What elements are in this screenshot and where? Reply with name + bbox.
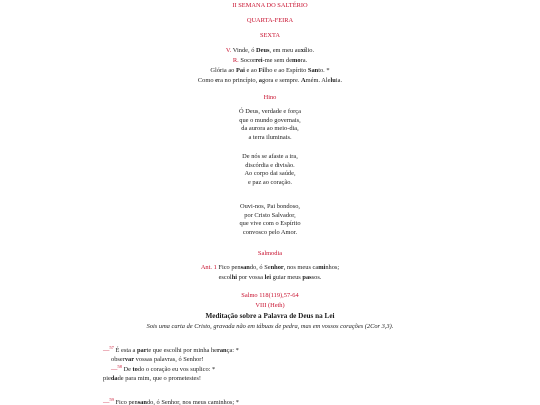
- hymn-title: Hino: [263, 94, 277, 101]
- psalmody-title: Salmodia: [257, 250, 283, 257]
- psalm-heading: Meditação sobre a Palavra de Deus na Lei: [205, 312, 335, 320]
- hymn-stanza-2: De nós se afaste a ira, discórdia e divisão. Ao corpo dai saúde, e paz ao coração.: [242, 153, 298, 186]
- antiphon-label: Ant. 1: [200, 264, 217, 271]
- verse-number: 58: [117, 363, 122, 369]
- antiphon-line-2: escolhi por vossa lei guiar meus passos.: [218, 274, 322, 281]
- response-line: R. Socorrei-me sem demora.: [232, 57, 308, 64]
- psalm-section: VIII (Heth): [255, 302, 285, 309]
- antiphon-line-1: Ant. 1 Fico pensando, ó Senhor, nos meus caminhos;: [200, 264, 340, 271]
- verse-number: 59: [109, 396, 114, 402]
- psalm-verse-57: —$^{57}$ É esta a parte que escolhi por minha herança: * observar vossas palavras, ó Senhor!: [103, 344, 239, 363]
- gloria-line-2: Como era no princípio, agora e sempre. Amém. Aleluia.: [197, 77, 343, 84]
- gloria-line-1: Glória ao Pai e ao Filho e ao Espírito Santo. *: [210, 67, 330, 74]
- versicle-mark: V.: [225, 47, 232, 54]
- week-heading: II SEMANA DO SALTÉRIO: [232, 2, 308, 9]
- psalm-reference: Salmo 118(119),57-64: [241, 292, 299, 299]
- verse-number: 57: [109, 344, 114, 350]
- psalm-epigraph: Sois uma carta de Cristo, gravada não em tábuas de pedra, mas em vossos corações (2Cor 3,3).: [146, 323, 394, 330]
- hymn-stanza-3: Ouvi-nos, Pai bondoso, por Cristo Salvador, que vive com o Espírito convosco pelo Amor.: [239, 203, 301, 236]
- psalm-verse-59: —$^{59}$ Fico pensando, ó Senhor, nos meus caminhos; *: [103, 396, 239, 405]
- response-mark: R.: [232, 57, 239, 64]
- hymn-stanza-1: Ó Deus, verdade e força que o mundo governais, da aurora ao meio-dia, a terra iluminais.: [239, 108, 301, 141]
- versicle-line: V. Vinde, ó Deus, em meu auxílio.: [225, 47, 315, 54]
- psalm-verse-58: —$^{58}$ De todo o coração eu vos suplico: * piedade para mim, que o prometestes!: [103, 363, 216, 382]
- day-heading: QUARTA-FEIRA: [246, 17, 294, 24]
- hour-heading: SEXTA: [259, 32, 281, 39]
